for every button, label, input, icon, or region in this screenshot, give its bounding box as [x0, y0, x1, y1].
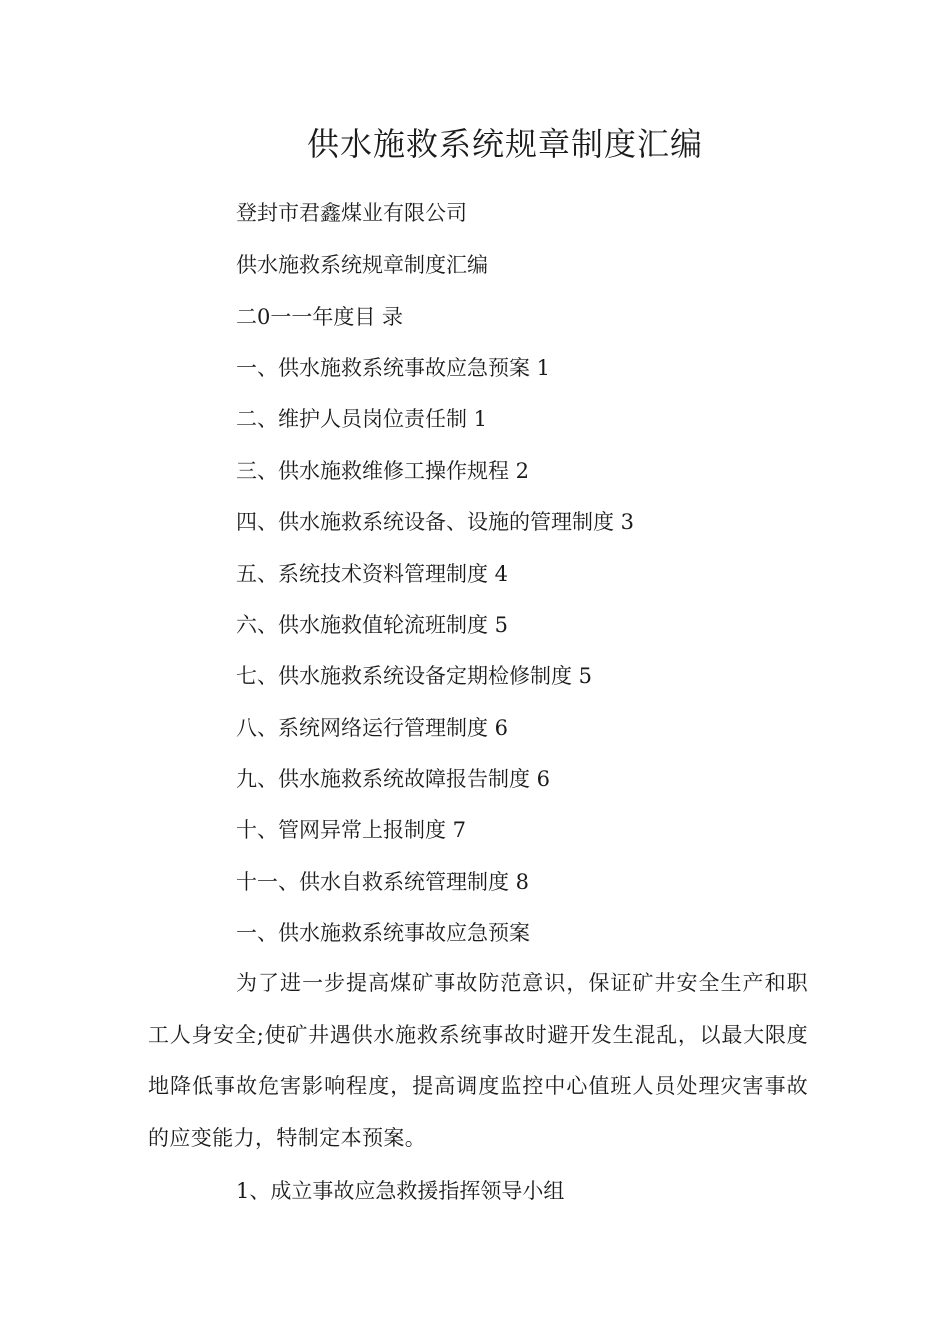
toc-item: 三、供水施救维修工操作规程 2 [236, 459, 530, 483]
toc-item: 五、系统技术资料管理制度 4 [236, 562, 509, 586]
toc-item: 一、供水施救系统事故应急预案 1 [236, 356, 551, 380]
toc-item: 六、供水施救值轮流班制度 5 [236, 613, 509, 637]
subsection-heading: 1、成立事故应急救援指挥领导小组 [236, 1179, 565, 1203]
toc-item: 四、供水施救系统设备、设施的管理制度 3 [236, 510, 635, 534]
section-heading: 一、供水施救系统事故应急预案 [236, 921, 530, 945]
toc-item: 二、维护人员岗位责任制 1 [236, 407, 488, 431]
document-subtitle: 供水施救系统规章制度汇编 [236, 253, 488, 277]
toc-item: 八、系统网络运行管理制度 6 [236, 716, 509, 740]
toc-item: 十、管网异常上报制度 7 [236, 818, 467, 842]
company-name: 登封市君鑫煤业有限公司 [236, 201, 467, 225]
toc-item: 七、供水施救系统设备定期检修制度 5 [236, 664, 593, 688]
toc-item: 九、供水施救系统故障报告制度 6 [236, 767, 551, 791]
toc-heading: 二0一一年度目 录 [236, 305, 404, 329]
body-paragraph: 为了进一步提高煤矿事故防范意识，保证矿井安全生产和职工人身安全;使矿井遇供水施救系统事故时避开发生混乱，以最大限度地降低事故危害影响程度，提高调度监控中心值班人员处理灾害事故的应变能力，特制定本预案。 [148, 971, 808, 1150]
document-title: 供水施救系统规章制度汇编 [306, 125, 703, 163]
toc-item: 十一、供水自救系统管理制度 8 [236, 870, 530, 894]
